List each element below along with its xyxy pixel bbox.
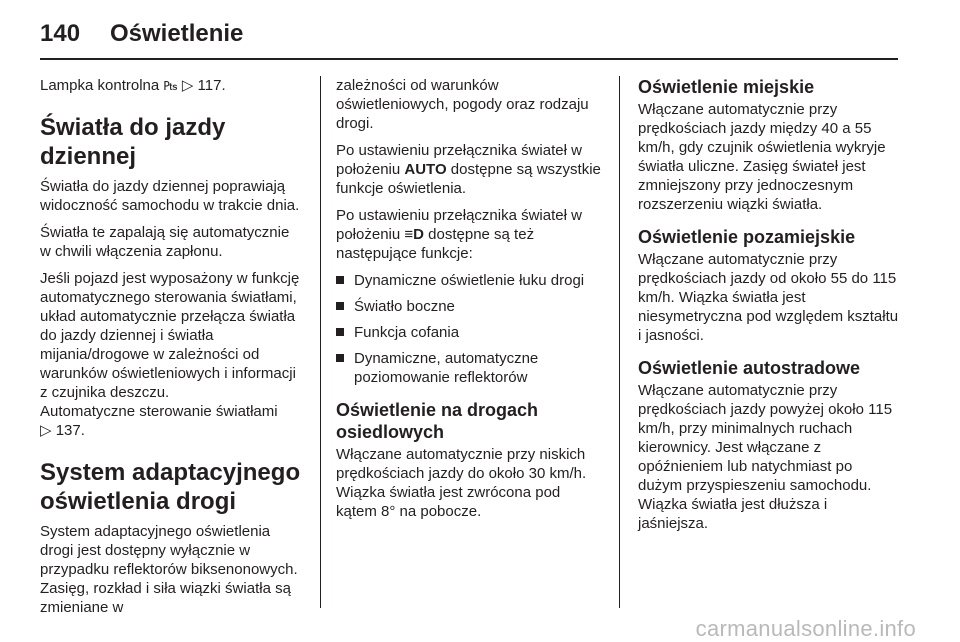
list-item: Światło boczne <box>336 297 602 316</box>
column-divider <box>619 76 620 608</box>
column-divider <box>320 76 321 608</box>
list-item: Funkcja cofania <box>336 323 602 342</box>
header-divider <box>40 58 898 60</box>
reference-arrow-icon: ▷ <box>40 422 52 439</box>
watermark: carmanualsonline.info <box>695 616 916 641</box>
cross-reference-link[interactable]: ▷ 117. <box>181 77 226 94</box>
reference-arrow-icon: ▷ <box>181 77 194 94</box>
switch-position-auto: AUTO <box>404 161 447 178</box>
column-3 <box>638 76 900 541</box>
paragraph: Światła te zapalają się automatycznie w chwili włączenia zapłonu. <box>40 224 290 260</box>
bullet-icon <box>336 328 344 336</box>
paragraph: Światła do jazdy dziennej poprawiają widoczność samochodu w trakcie dnia. <box>40 178 300 214</box>
column-1 <box>40 76 302 625</box>
column-2 <box>336 76 602 529</box>
subsection-heading: Oświetlenie autostradowe <box>638 358 861 378</box>
feature-list <box>336 271 602 387</box>
paragraph: Po ustawieniu przełącznika świateł w położeniu AUTO dostępne są wszystkie funkcje oświetlenia. <box>336 142 601 197</box>
subsection-heading: Oświetlenie na drogach osiedlowych <box>336 400 539 442</box>
subsection-heading: Oświetlenie miejskie <box>638 77 815 97</box>
low-beam-icon: ≡D <box>404 226 424 243</box>
paragraph: Jeśli pojazd jest wyposażony w funkcję automatycznego sterowania światłami, układ automatycznie przełącza światła do jazdy dziennej i światła mijania/drogowe w zależności od warunków oświetleniowych i informacji z czujnika deszczu. <box>40 270 300 401</box>
paragraph: Włączane automatycznie przy prędkościach jazdy między 40 a 55 km/h, gdy czujnik oświetlenia wykryje światła uliczne. Zasięg świateł jest zmniejszony przy jednoczesnym rozszerzeniu wiązki światła. <box>638 101 886 213</box>
section-heading: System adaptacyjnego oświetlenia drogi <box>40 459 301 515</box>
section-heading: Światła do jazdy dziennej <box>40 114 226 170</box>
bullet-icon <box>336 302 344 310</box>
list-item: Dynamiczne oświetlenie łuku drogi <box>336 271 602 290</box>
bullet-icon <box>336 354 344 362</box>
cross-reference-link[interactable]: ▷ 137. <box>40 422 85 439</box>
page-header <box>40 14 898 54</box>
paragraph: System adaptacyjnego oświetlenia drogi jest dostępny wyłącznie w przypadku reflektorów biksenonowych. Zasięg, rozkład i siła wiązki światła są zmieniane w <box>40 523 298 616</box>
paragraph-text: Lampka kontrolna <box>40 77 160 94</box>
page-number: 140 <box>40 20 81 47</box>
paragraph: Włączane automatycznie przy prędkościach jazdy powyżej około 115 km/h, przy minimalnych ruchach kierownicy. Jest włączane z opóźnieniem lub natychmiast po dużym przyspieszeniu samochodu. Wiązka światła jest dłuższa i jaśniejsza. <box>638 382 893 532</box>
paragraph <box>40 76 302 95</box>
subsection-heading: Oświetlenie pozamiejskie <box>638 227 856 247</box>
paragraph: Włączane automatycznie przy prędkościach jazdy od około 55 do 115 km/h. Wiązka światła jest niesymetryczna pod względem kształtu i jasności. <box>638 251 899 344</box>
list-item: Dynamiczne, automatyczne poziomowanie reflektorów <box>336 349 602 387</box>
paragraph: Po ustawieniu przełącznika świateł w położeniu ≡D dostępne są też następujące funkcje: <box>336 207 582 262</box>
paragraph: Automatyczne sterowanie światłami ▷ 137. <box>40 403 278 439</box>
bullet-icon <box>336 276 344 284</box>
chapter-title: Oświetlenie <box>110 20 244 47</box>
paragraph: zależności od warunków oświetleniowych, pogody oraz rodzaju drogi. <box>336 77 589 132</box>
indicator-lamp-icon: ₧ <box>163 78 178 93</box>
paragraph: Włączane automatycznie przy niskich prędkościach jazdy do około 30 km/h. Wiązka światła jest zwrócona pod kątem 8° na pobocze. <box>336 446 587 520</box>
